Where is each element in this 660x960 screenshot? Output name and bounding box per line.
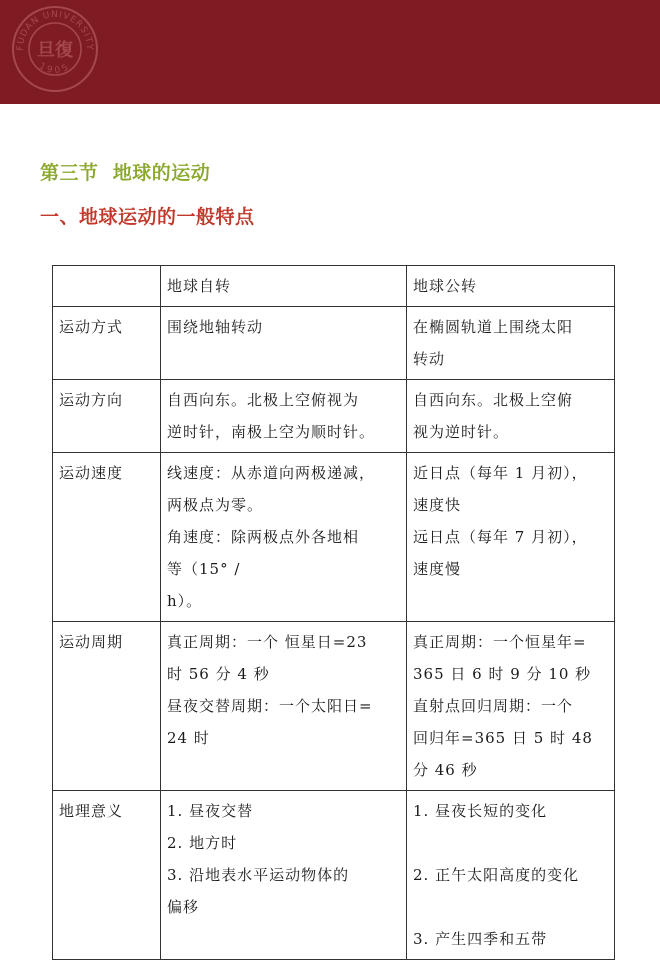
rotation-cell [161, 380, 407, 453]
cell-line: 两极点为零。 [167, 496, 264, 514]
table-row [53, 453, 615, 622]
rotation-cell [161, 453, 407, 622]
cell-line: 直射点回归周期：一个 [413, 697, 574, 715]
svg-text:旦復: 旦復 [37, 40, 73, 61]
cell-line: 24 时 [167, 729, 210, 747]
table-row [53, 380, 615, 453]
revolution-cell [407, 622, 615, 791]
cell-line: 3. 产生四季和五带 [413, 930, 548, 948]
revolution-cell [407, 307, 615, 380]
revolution-cell [407, 453, 615, 622]
cell-line: 真正周期：一个 恒星日=23 [167, 633, 368, 651]
row-label: 运动速度 [53, 453, 161, 622]
university-seal-logo [10, 4, 100, 94]
cell-line: 回归年=365 日 5 时 48 [413, 729, 593, 747]
table-header-row [53, 266, 615, 307]
revolution-cell [407, 380, 615, 453]
cell-line: 时 56 分 4 秒 [167, 665, 270, 683]
cell-line: 昼夜交替周期：一个太阳日= [167, 697, 373, 715]
cell-line: 3. 沿地表水平运动物体的 [167, 866, 350, 884]
cell-line: 在椭圆轨道上围绕太阳 [413, 318, 574, 336]
earth-motion-table [52, 265, 615, 960]
cell-line: 分 46 秒 [413, 761, 478, 779]
rotation-cell [161, 791, 407, 960]
header-banner [0, 0, 660, 104]
cell-line: 线速度：从赤道向两极递减， [167, 464, 376, 482]
header-cell-empty [53, 266, 161, 307]
table-row [53, 307, 615, 380]
revolution-cell [407, 791, 615, 960]
cell-line: 角速度：除两极点外各地相 [167, 528, 360, 546]
row-label: 运动方式 [53, 307, 161, 380]
cell-line: 2. 正午太阳高度的变化 [413, 866, 580, 884]
cell-line: 近日点（每年 1 月初）， [413, 464, 588, 482]
cell-line: 偏移 [167, 898, 200, 916]
header-cell-rotation: 地球自转 [161, 266, 407, 307]
cell-line: 365 日 6 时 9 分 10 秒 [413, 665, 592, 683]
cell-line: 转动 [413, 350, 446, 368]
cell-line: 真正周期：一个恒星年= [413, 633, 587, 651]
rotation-cell [161, 307, 407, 380]
cell-line: 自西向东。北极上空俯视为 [167, 391, 360, 409]
cell-line: 围绕地轴转动 [167, 318, 264, 336]
row-label: 运动方向 [53, 380, 161, 453]
cell-line: 速度慢 [413, 560, 462, 578]
svg-text:FUDAN UNIVERSITY: FUDAN UNIVERSITY [15, 9, 95, 51]
table-row [53, 622, 615, 791]
subsection-title: 一、地球运动的一般特点 [40, 206, 255, 228]
header-cell-revolution: 地球公转 [407, 266, 615, 307]
row-label: 运动周期 [53, 622, 161, 791]
cell-line: 1. 昼夜长短的变化 [413, 802, 548, 820]
cell-line: 速度快 [413, 496, 462, 514]
table-row [53, 791, 615, 960]
cell-line: 2. 地方时 [167, 834, 238, 852]
cell-line: h）。 [167, 592, 203, 610]
cell-line: 逆时针，南极上空为顺时针。 [167, 423, 376, 441]
cell-line: 1. 昼夜交替 [167, 802, 254, 820]
cell-line: 自西向东。北极上空俯 [413, 391, 574, 409]
cell-line: 远日点（每年 7 月初）， [413, 528, 588, 546]
row-label: 地理意义 [53, 791, 161, 960]
svg-text:1905: 1905 [37, 61, 73, 77]
cell-line: 视为逆时针。 [413, 423, 510, 441]
rotation-cell [161, 622, 407, 791]
section-title: 第三节 地球的运动 [40, 162, 211, 184]
cell-line: 等（15° / [167, 560, 241, 578]
